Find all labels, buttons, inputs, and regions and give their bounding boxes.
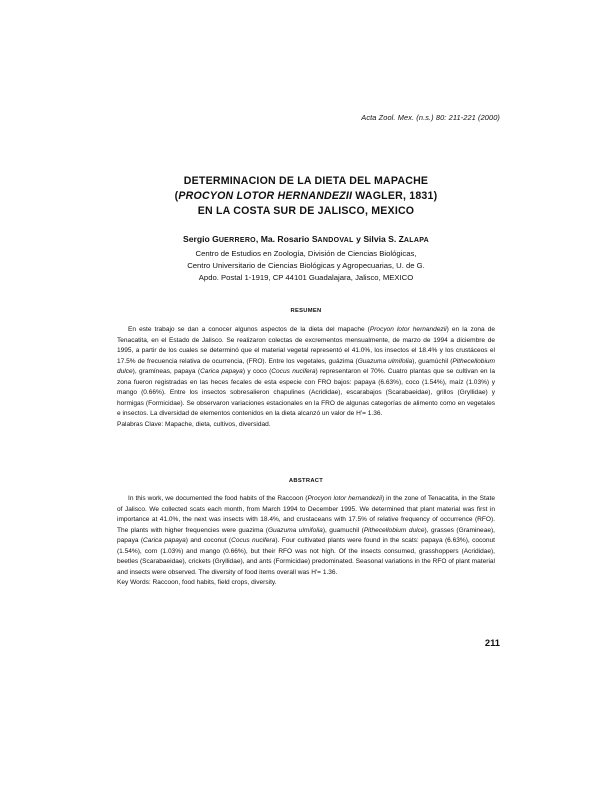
affiliation-line-1: Centro de Estudios en Zoología, División de Ciencias Biológicas, — [195, 249, 417, 258]
abstract-latin-3: Pithecellobium dulce — [363, 526, 425, 534]
abstract-latin-5: Cocus nucifera — [231, 537, 276, 545]
abstract-text-4: ), grasses (Gramineae), papaya ( — [117, 526, 495, 545]
author-2-first: Ma. Rosario — [260, 234, 312, 244]
author-3-last-initial: Z — [398, 234, 404, 244]
author-1-last-rest: UERRERO — [218, 237, 256, 244]
resumen-text-3: ), guamúchil ( — [412, 357, 453, 365]
page-number: 211 — [484, 637, 500, 648]
resumen-text-6: ) representaron el 70%. Cuatro plantas que se cultivan en la zona fueron registradas en las heces fecales de esta especie con FRO bajos: papaya (6.63%), coco (1.54%), maíz (1.03%) y mango (0.66%). Entre los insectos sobresalieron chapulines (Acrididae), escarabajos (Scarabaeidae), grillos (Gryllidae) y hormigas (Formicidae). Se observaron variaciones estacionales en la FRO de algunas categorías de alimento como en vegetales e insectos. La diversidad de elementos contenidos en la dieta alcanzó un valor de H'= 1.36. — [117, 368, 495, 418]
resumen-latin-1: Procyon lotor hernandezii — [369, 326, 447, 333]
author-separator-1: , — [255, 234, 261, 244]
journal-reference: Acta Zool. Mex. (n.s.) 80: 211-221 (2000) — [361, 113, 500, 122]
abstract-text-3: ), guamuchil ( — [322, 526, 364, 534]
resumen-text-2: ) en la zona de Tenacatita, en el Estado de Jalisco. Se realizaron colectas de excrementos mensualmente, de marzo de 1994 a diciembre de 1995, a partir de los cuales se determinó que el material vegetal representó el 41.0%, los insectos el 18.4% y los crustáceos el 17.5% de frecuencia relativa de ocurrencia, (FRO). Entre los vegetales, guázima ( — [117, 326, 495, 365]
title-open-paren: ( — [174, 190, 179, 202]
resumen-keywords: Palabras Clave: Mapache, dieta, cultivos, diversidad. — [117, 420, 271, 428]
abstract-text-6: ). Four cultivated plants were found in the scats: papaya (6.63%), coconut (1.54%), corn (1.03%) and mango (0.66%), but their RFO was not high. Of the insects consumed, grasshoppers (Acrididae), beetles (Scarabaeidae), crickets (Gryllidae), and ants (Formicidae) predominated. Seasonal variations in the RFO of plant material and insects were observed. The diversity of food items overall was H'= 1.36. — [117, 537, 495, 576]
author-1-first: Sergio — [182, 234, 213, 244]
resumen-latin-2: Guazuma ulmifolia — [357, 357, 413, 365]
abstract-keywords: Key Words: Raccoon, food habits, field crops, diversity. — [117, 579, 277, 587]
resumen-latin-4: Carica papaya — [200, 368, 243, 376]
resumen-paragraph — [117, 325, 495, 430]
abstract-latin-1: Procyon lotor hernandezii — [307, 495, 383, 502]
resumen-text-1: En este trabajo se dan a conocer algunos aspectos de la dieta del mapache ( — [128, 326, 370, 333]
paper-title — [110, 174, 502, 219]
author-3-last-rest: ALAPA — [403, 237, 430, 244]
title-line-2-rest: WAGLER, 1831) — [352, 190, 438, 202]
abstract-text-2: ) in the zone of Tenacatita, in the State of Jalisco. We collected scats each month, from March 1994 to December 1995. We determined that plant material was first in importance at 41.0%, the next was insects with 18.4%, and crustaceans with 17.5% of relative frequency of occurrence (RFO). The plants with higher frequencies were guazima ( — [117, 495, 495, 534]
abstract-text-1: In this work, we documented the food habits of the Raccoon ( — [128, 495, 308, 502]
abstract-heading: ABSTRACT — [288, 478, 324, 484]
resumen-text-4: ), gramíneas, papaya ( — [132, 368, 201, 376]
author-1-last-initial: G — [212, 234, 219, 244]
affiliation — [110, 248, 502, 285]
author-3-first: Silvia S. — [363, 234, 399, 244]
resumen-latin-5: Cocus nucifera — [271, 368, 316, 376]
affiliation-line-2: Centro Universitario de Ciencias Biológicas y Agropecuarias, U. de G. — [187, 261, 425, 271]
affiliation-line-3: Apdo. Postal 1-1919, CP 44101 Guadalajara, Jalisco, MEXICO — [198, 273, 414, 283]
title-latin-name: PROCYON LOTOR HERNANDEZII — [178, 190, 353, 202]
title-line-3: EN LA COSTA SUR DE JALISCO, MEXICO — [197, 205, 415, 217]
abstract-latin-2: Guazuma ulmifolia — [267, 526, 323, 534]
title-line-2 — [110, 189, 502, 204]
abstract-paragraph — [117, 494, 495, 589]
author-list — [110, 233, 502, 247]
abstract-text-5: ) and coconut ( — [185, 537, 232, 545]
resumen-text-5: ) y coco ( — [242, 368, 272, 376]
author-2-last-initial: S — [311, 234, 318, 244]
resumen-latin-3: Pithecellobium dulce — [117, 357, 495, 376]
abstract-latin-4: Carica papaya — [143, 537, 186, 545]
author-2-last-rest: ANDOVAL — [317, 237, 354, 244]
resumen-heading: RESUMEN — [290, 308, 322, 314]
title-line-1: DETERMINACION DE LA DIETA DEL MAPACHE — [183, 175, 429, 187]
author-separator-2: y — [353, 234, 364, 244]
